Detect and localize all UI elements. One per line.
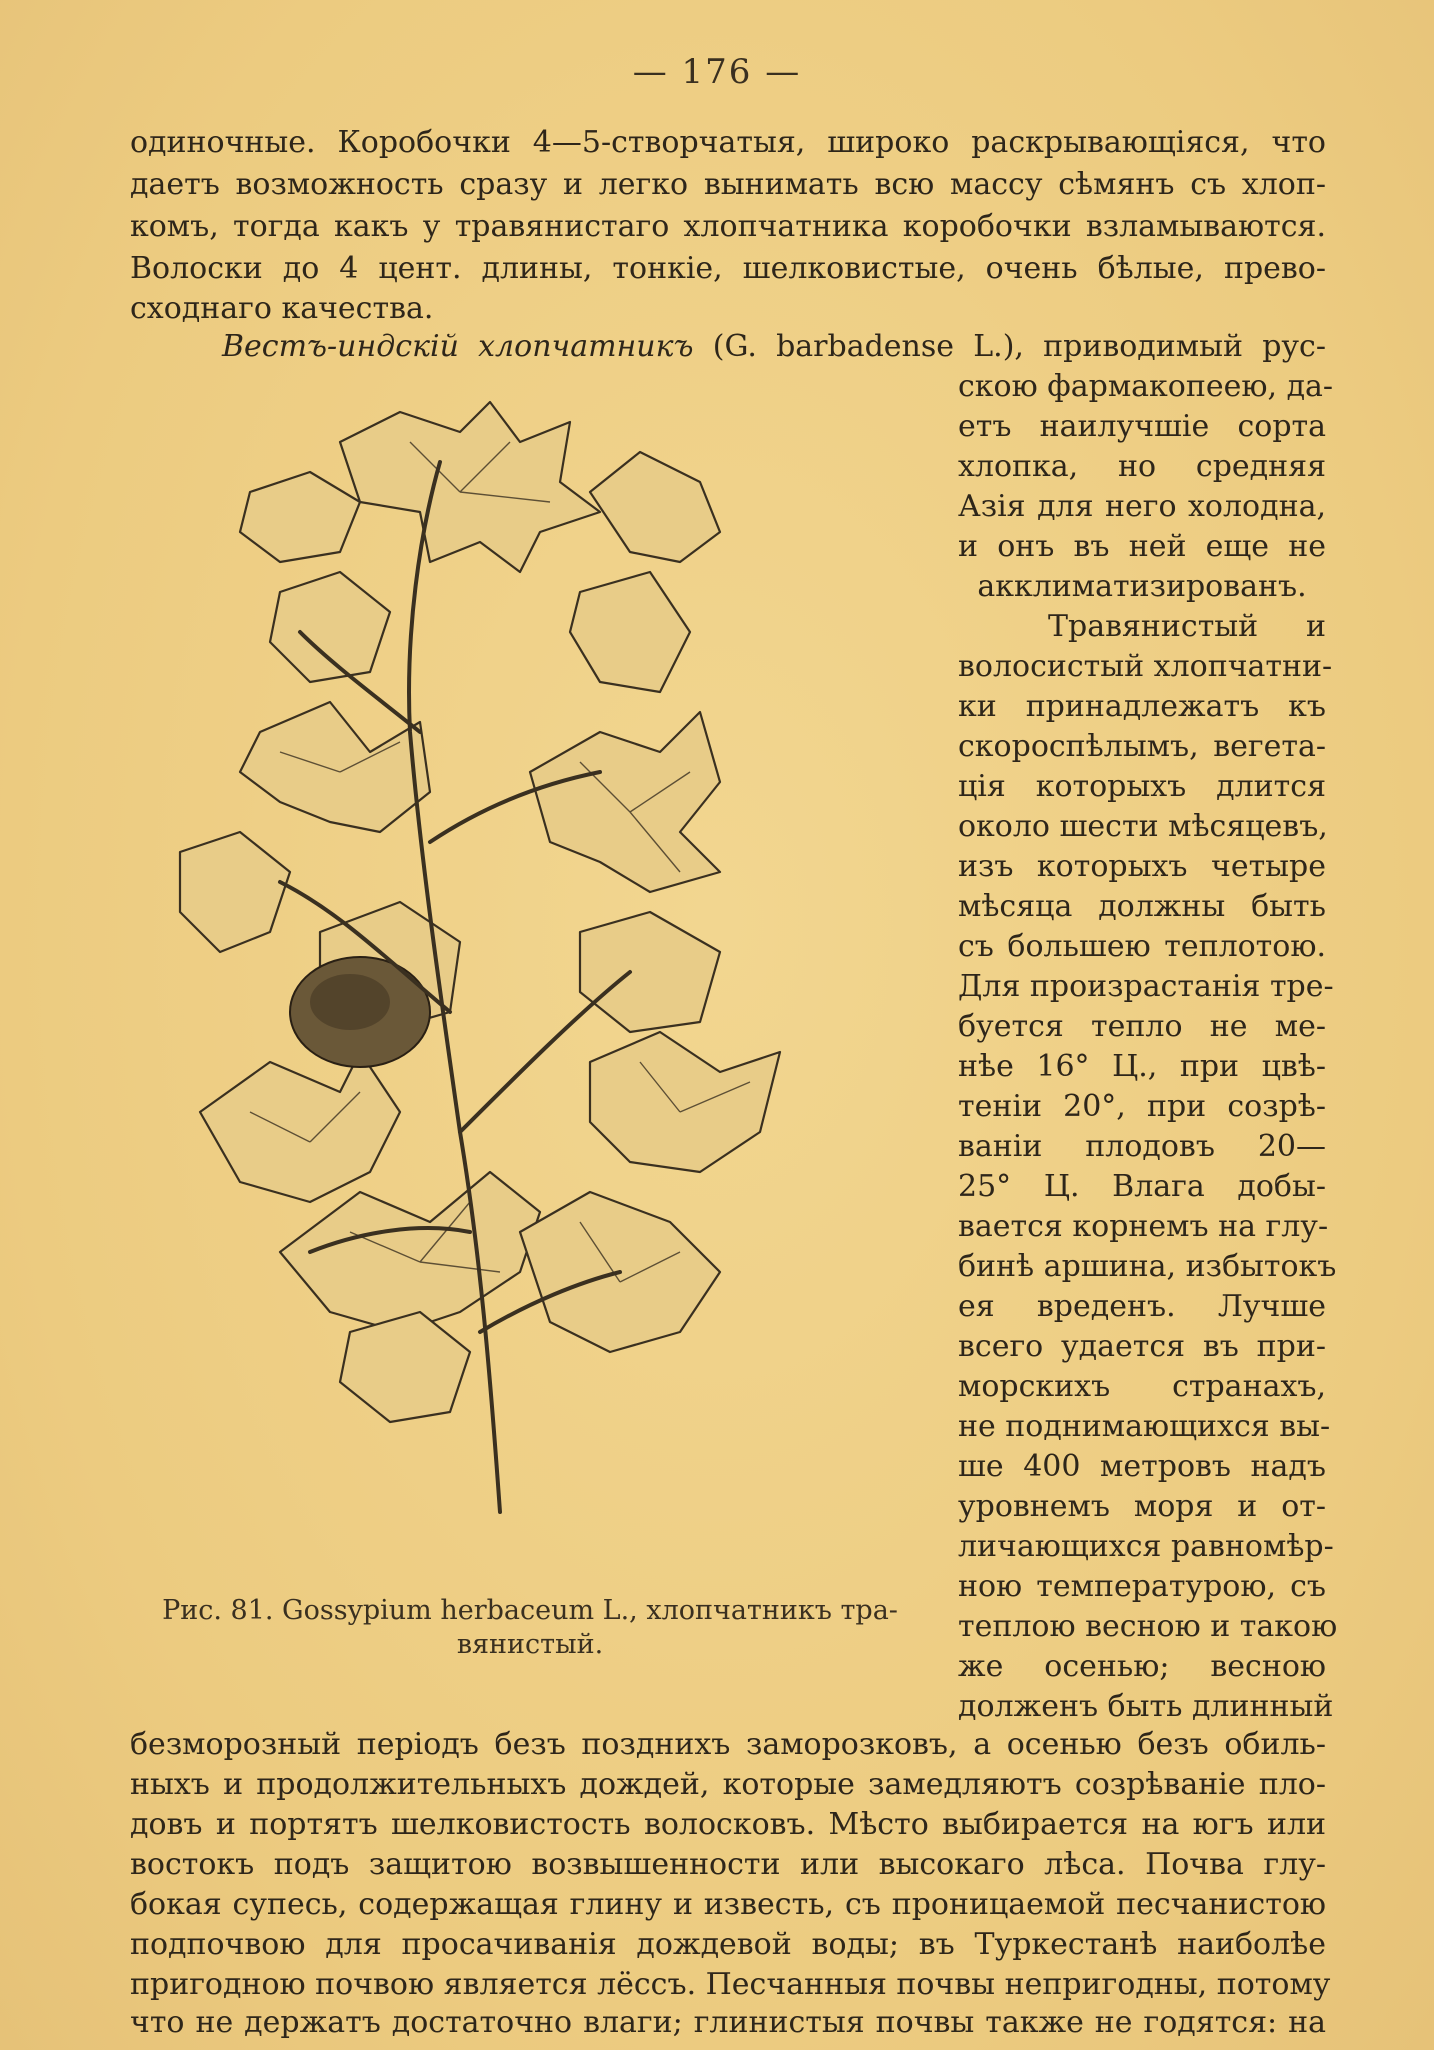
side-line: цiя которыхъ длится [958,769,1326,804]
side-line: тенiи 20°, при созрѣ- [958,1089,1326,1124]
text-line: довъ и портятъ шелковистость волосковъ. Мѣсто выбирается на югъ или [130,1807,1326,1842]
species-rest: (G. barbadense L.), приводимый рус- [712,329,1326,364]
side-line: скороспѣлымъ, вегета- [958,729,1326,764]
side-line: Травянистый и [1048,609,1326,644]
text-line: комъ, тогда какъ у травянистаго хлопчатника коробочки взламываются. [130,209,1326,244]
side-line: теплою весною и такою [958,1609,1338,1644]
side-line: нѣе 16° Ц., при цвѣ- [958,1049,1326,1084]
side-line: Для произрастанiя тре- [958,969,1334,1004]
side-line: и онъ въ ней еще не [958,529,1326,564]
side-line: ше 400 метровъ надъ [958,1449,1326,1484]
side-line: скою фармакопеею, да- [958,369,1334,404]
side-line: долженъ быть длинный [958,1689,1334,1724]
side-line: ея вреденъ. Лучше [958,1289,1326,1324]
text-line: безморозный перiодъ безъ позднихъ заморозковъ, а осенью безъ обиль- [130,1727,1326,1762]
text-line: что не держатъ достаточно влаги; глинистыя почвы также не годятся: на [130,2005,1326,2040]
side-line: изъ которыхъ четыре [958,849,1326,884]
side-line: мѣсяца должны быть [958,889,1326,924]
side-line: акклиматизированъ. [977,569,1307,604]
species-line [130,328,1326,366]
side-line: буется тепло не ме- [958,1009,1326,1044]
side-line: ною температурою, съ [958,1569,1326,1604]
side-line: хлопка, но средняя [958,449,1326,484]
side-line: етъ наилучшiе сорта [958,409,1326,444]
text-line: даетъ возможность сразу и легко вынимать всю массу сѣмянъ съ хлоп- [130,167,1326,202]
text-line: одиночные. Коробочки 4—5-створчатыя, широко раскрывающiяся, что [130,125,1326,160]
side-line: уровнемъ моря и от- [958,1489,1326,1524]
side-line: 25° Ц. Влага добы- [958,1169,1326,1204]
text-line: сходнаго качества. [130,291,434,326]
species-name: Вестъ-индскiй хлопчатникъ [222,329,694,364]
side-line: бинѣ аршина, избытокъ [958,1249,1337,1284]
cotton-plant-illustration [160,372,920,1572]
text-line: пригодною почвою является лёссъ. Песчанныя почвы непригодны, потому [130,1967,1331,2002]
figure-caption [130,1594,930,1662]
side-line: ванiи плодовъ 20— [958,1129,1326,1164]
side-line: Азiя для него холодна, [958,489,1326,524]
side-line: ки принадлежатъ къ [958,689,1326,724]
side-line: личающихся равномѣр- [958,1529,1334,1564]
side-line: съ большею теплотою. [958,929,1326,964]
text-line: востокъ подъ защитою возвышенности или высокаго лѣса. Почва глу- [130,1847,1326,1882]
side-line: около шести мѣсяцевъ, [958,809,1328,844]
caption-line: Рис. 81. Gossypium herbaceum L., хлопчатникъ тра- [162,1595,898,1626]
side-line: волосистый хлопчатни- [958,649,1333,684]
caption-line: вянистый. [456,1629,604,1660]
text-line: бокая супесь, содержащая глину и известь, съ проницаемой песчанистою [130,1887,1326,1922]
side-line: всего удается въ при- [958,1329,1326,1364]
text-line: Волоски до 4 цент. длины, тонкiе, шелковистые, очень бѣлые, прево- [130,251,1326,286]
page-number: — 176 — [632,52,802,92]
side-line: морскихъ странахъ, [958,1369,1326,1404]
text-line: ныхъ и продолжительныхъ дождей, которые замедляютъ созрѣванiе пло- [130,1767,1326,1802]
text-line: подпочвою для просачиванiя дождевой воды; въ Туркестанѣ наиболѣе [130,1927,1326,1962]
side-line: вается корнемъ на глу- [958,1209,1329,1244]
side-line: же осенью; весною [958,1649,1326,1684]
side-line: не поднимающихся вы- [958,1409,1331,1444]
